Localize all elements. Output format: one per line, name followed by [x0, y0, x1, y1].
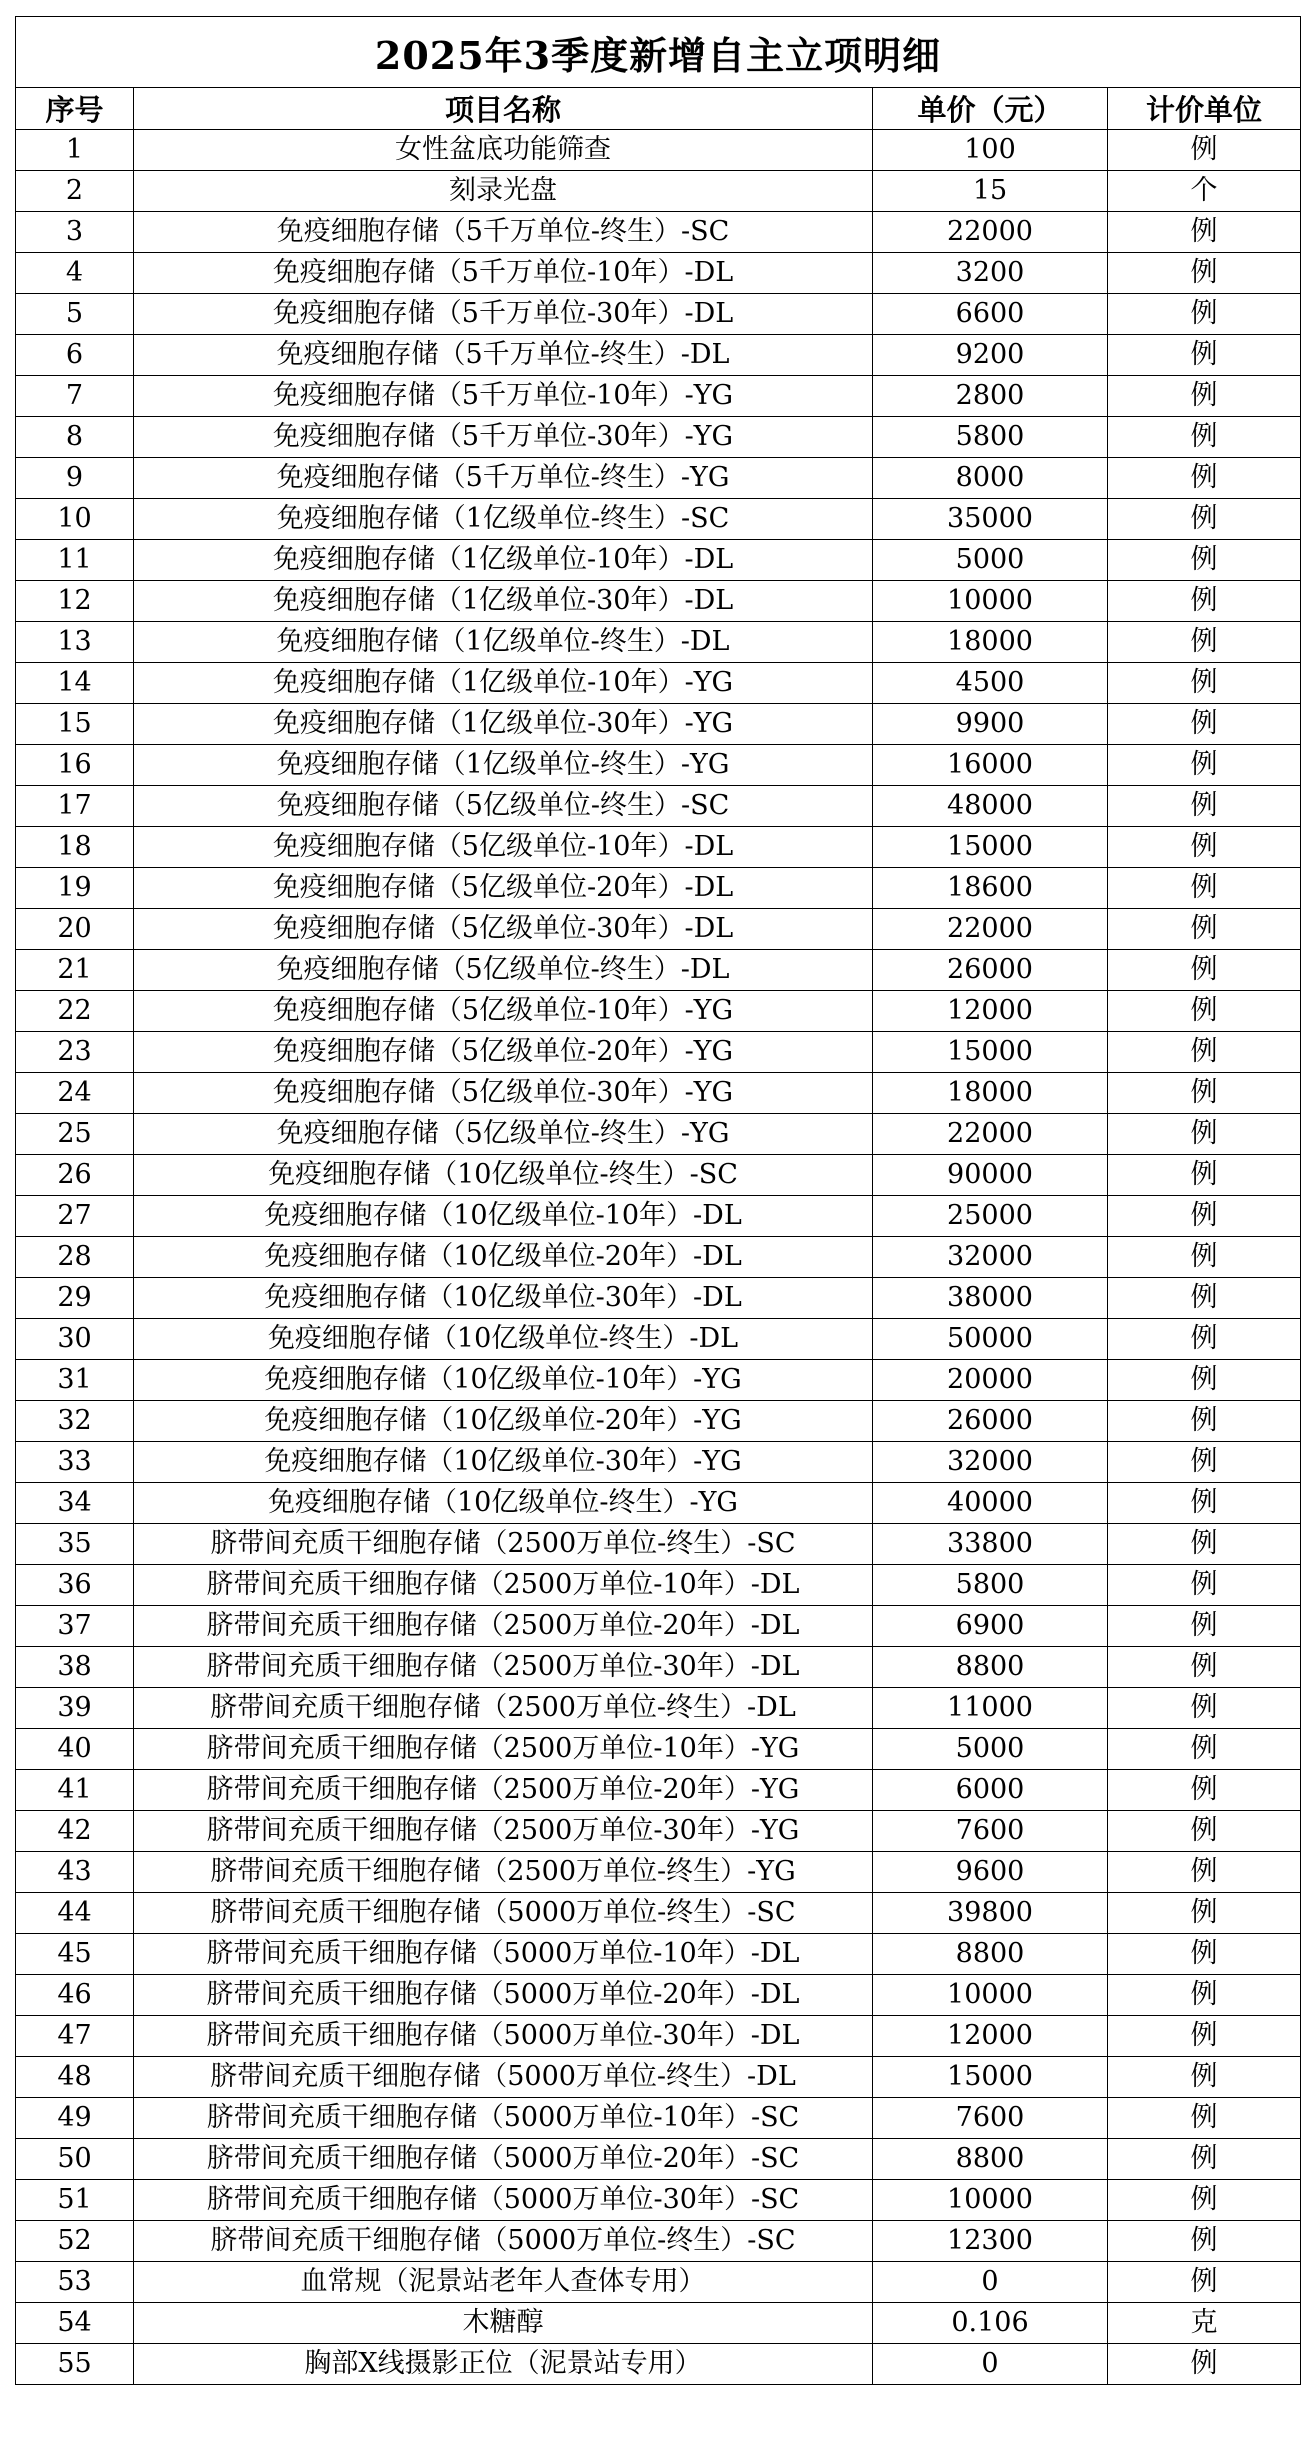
cell-price[interactable]: 7600 [873, 2098, 1108, 2139]
cell-index[interactable]: 31 [16, 1360, 134, 1401]
cell-price[interactable]: 18000 [873, 1073, 1108, 1114]
cell-index[interactable]: 48 [16, 2057, 134, 2098]
cell-unit[interactable]: 例 [1108, 499, 1301, 540]
project-table [15, 16, 1301, 2385]
cell-index[interactable]: 34 [16, 1483, 134, 1524]
cell-price[interactable]: 10000 [873, 2180, 1108, 2221]
cell-price[interactable]: 10000 [873, 1975, 1108, 2016]
cell-index[interactable]: 18 [16, 827, 134, 868]
cell-project-name[interactable]: 免疫细胞存储（5亿级单位-10年）-YG [134, 991, 873, 1032]
table-row [16, 1770, 1301, 1811]
cell-index[interactable]: 23 [16, 1032, 134, 1073]
cell-price[interactable]: 2800 [873, 376, 1108, 417]
cell-index[interactable]: 19 [16, 868, 134, 909]
cell-project-name[interactable]: 免疫细胞存储（10亿级单位-终生）-DL [134, 1319, 873, 1360]
cell-project-name[interactable]: 免疫细胞存储（5千万单位-终生）-DL [134, 335, 873, 376]
cell-price[interactable]: 39800 [873, 1893, 1108, 1934]
cell-price[interactable]: 5000 [873, 1729, 1108, 1770]
table-row [16, 212, 1301, 253]
cell-unit[interactable]: 个 [1108, 171, 1301, 212]
cell-index[interactable]: 45 [16, 1934, 134, 1975]
cell-price[interactable]: 5800 [873, 1565, 1108, 1606]
table-row [16, 1196, 1301, 1237]
table-row [16, 1688, 1301, 1729]
cell-project-name[interactable]: 免疫细胞存储（5亿级单位-终生）-YG [134, 1114, 873, 1155]
cell-price[interactable]: 26000 [873, 950, 1108, 991]
cell-price[interactable]: 15 [873, 171, 1108, 212]
cell-index[interactable]: 35 [16, 1524, 134, 1565]
cell-unit[interactable]: 例 [1108, 1442, 1301, 1483]
cell-price[interactable]: 18600 [873, 868, 1108, 909]
cell-project-name[interactable]: 脐带间充质干细胞存储（5000万单位-终生）-SC [134, 1893, 873, 1934]
table-row [16, 171, 1301, 212]
cell-index[interactable]: 54 [16, 2303, 134, 2344]
table-row [16, 622, 1301, 663]
cell-index[interactable]: 1 [16, 130, 134, 171]
cell-unit[interactable]: 例 [1108, 1975, 1301, 2016]
cell-index[interactable]: 22 [16, 991, 134, 1032]
cell-project-name[interactable]: 免疫细胞存储（5千万单位-10年）-YG [134, 376, 873, 417]
title-row [16, 17, 1301, 88]
table-row [16, 991, 1301, 1032]
cell-index[interactable]: 28 [16, 1237, 134, 1278]
cell-price[interactable]: 6900 [873, 1606, 1108, 1647]
cell-index[interactable]: 43 [16, 1852, 134, 1893]
cell-price[interactable]: 15000 [873, 2057, 1108, 2098]
cell-index[interactable]: 33 [16, 1442, 134, 1483]
cell-project-name[interactable]: 刻录光盘 [134, 171, 873, 212]
cell-unit[interactable]: 例 [1108, 868, 1301, 909]
table-row [16, 827, 1301, 868]
header-name[interactable]: 项目名称 [134, 88, 873, 130]
cell-project-name[interactable]: 免疫细胞存储（5千万单位-30年）-YG [134, 417, 873, 458]
cell-index[interactable]: 5 [16, 294, 134, 335]
cell-price[interactable]: 12000 [873, 991, 1108, 1032]
cell-unit[interactable]: 例 [1108, 2057, 1301, 2098]
header-price[interactable]: 单价（元） [873, 88, 1108, 130]
cell-project-name[interactable]: 免疫细胞存储（5千万单位-30年）-DL [134, 294, 873, 335]
cell-project-name[interactable]: 女性盆底功能筛查 [134, 130, 873, 171]
cell-price[interactable]: 9200 [873, 335, 1108, 376]
table-row [16, 294, 1301, 335]
cell-project-name[interactable]: 脐带间充质干细胞存储（5000万单位-30年）-DL [134, 2016, 873, 2057]
cell-price[interactable]: 7600 [873, 1811, 1108, 1852]
cell-project-name[interactable]: 免疫细胞存储（10亿级单位-30年）-DL [134, 1278, 873, 1319]
cell-unit[interactable]: 例 [1108, 294, 1301, 335]
cell-project-name[interactable]: 脐带间充质干细胞存储（2500万单位-终生）-SC [134, 1524, 873, 1565]
cell-price[interactable]: 8000 [873, 458, 1108, 499]
cell-unit[interactable]: 例 [1108, 1483, 1301, 1524]
cell-project-name[interactable]: 脐带间充质干细胞存储（2500万单位-终生）-DL [134, 1688, 873, 1729]
cell-unit[interactable]: 例 [1108, 1934, 1301, 1975]
table-row [16, 376, 1301, 417]
table-row [16, 458, 1301, 499]
table-row [16, 2139, 1301, 2180]
cell-unit[interactable]: 例 [1108, 2139, 1301, 2180]
cell-price[interactable]: 0 [873, 2344, 1108, 2385]
cell-price[interactable]: 0.106 [873, 2303, 1108, 2344]
cell-project-name[interactable]: 免疫细胞存储（10亿级单位-20年）-DL [134, 1237, 873, 1278]
cell-price[interactable]: 4500 [873, 663, 1108, 704]
cell-unit[interactable]: 例 [1108, 581, 1301, 622]
cell-index[interactable]: 55 [16, 2344, 134, 2385]
cell-project-name[interactable]: 免疫细胞存储（10亿级单位-终生）-YG [134, 1483, 873, 1524]
cell-index[interactable]: 53 [16, 2262, 134, 2303]
cell-project-name[interactable]: 免疫细胞存储（1亿级单位-终生）-YG [134, 745, 873, 786]
table-row [16, 2344, 1301, 2385]
cell-price[interactable]: 5800 [873, 417, 1108, 458]
table-row [16, 1524, 1301, 1565]
header-index[interactable]: 序号 [16, 88, 134, 130]
cell-project-name[interactable]: 免疫细胞存储（5亿级单位-30年）-DL [134, 909, 873, 950]
table-row [16, 909, 1301, 950]
table-row [16, 1934, 1301, 1975]
table-row [16, 1565, 1301, 1606]
cell-project-name[interactable]: 脐带间充质干细胞存储（2500万单位-20年）-DL [134, 1606, 873, 1647]
cell-index[interactable]: 21 [16, 950, 134, 991]
cell-project-name[interactable]: 免疫细胞存储（1亿级单位-10年）-YG [134, 663, 873, 704]
cell-unit[interactable]: 例 [1108, 253, 1301, 294]
cell-project-name[interactable]: 免疫细胞存储（10亿级单位-20年）-YG [134, 1401, 873, 1442]
cell-index[interactable]: 51 [16, 2180, 134, 2221]
cell-price[interactable]: 22000 [873, 909, 1108, 950]
cell-price[interactable]: 8800 [873, 1934, 1108, 1975]
cell-price[interactable]: 22000 [873, 1114, 1108, 1155]
cell-unit[interactable]: 例 [1108, 663, 1301, 704]
cell-index[interactable]: 24 [16, 1073, 134, 1114]
cell-index[interactable]: 6 [16, 335, 134, 376]
cell-project-name[interactable]: 免疫细胞存储（1亿级单位-30年）-DL [134, 581, 873, 622]
cell-unit[interactable]: 例 [1108, 1647, 1301, 1688]
cell-index[interactable]: 20 [16, 909, 134, 950]
cell-index[interactable]: 14 [16, 663, 134, 704]
cell-unit[interactable]: 例 [1108, 991, 1301, 1032]
table-row [16, 950, 1301, 991]
cell-index[interactable]: 52 [16, 2221, 134, 2262]
cell-index[interactable]: 30 [16, 1319, 134, 1360]
cell-price[interactable]: 11000 [873, 1688, 1108, 1729]
cell-unit[interactable]: 例 [1108, 950, 1301, 991]
cell-unit[interactable]: 例 [1108, 1032, 1301, 1073]
header-row [16, 88, 1301, 130]
cell-project-name[interactable]: 脐带间充质干细胞存储（2500万单位-30年）-DL [134, 1647, 873, 1688]
cell-index[interactable]: 40 [16, 1729, 134, 1770]
cell-index[interactable]: 49 [16, 2098, 134, 2139]
spreadsheet-sheet [15, 16, 1300, 2385]
cell-price[interactable]: 32000 [873, 1442, 1108, 1483]
cell-project-name[interactable]: 脐带间充质干细胞存储（2500万单位-终生）-YG [134, 1852, 873, 1893]
cell-unit[interactable]: 例 [1108, 1565, 1301, 1606]
table-row [16, 1852, 1301, 1893]
table-row [16, 2262, 1301, 2303]
table-row [16, 1811, 1301, 1852]
cell-unit[interactable]: 例 [1108, 2180, 1301, 2221]
cell-project-name[interactable]: 免疫细胞存储（5千万单位-终生）-YG [134, 458, 873, 499]
table-row [16, 2016, 1301, 2057]
cell-index[interactable]: 7 [16, 376, 134, 417]
cell-project-name[interactable]: 免疫细胞存储（5亿级单位-20年）-DL [134, 868, 873, 909]
cell-project-name[interactable]: 脐带间充质干细胞存储（5000万单位-20年）-SC [134, 2139, 873, 2180]
cell-unit[interactable]: 例 [1108, 1114, 1301, 1155]
cell-unit[interactable]: 例 [1108, 458, 1301, 499]
cell-project-name[interactable]: 脐带间充质干细胞存储（5000万单位-10年）-DL [134, 1934, 873, 1975]
cell-unit[interactable]: 例 [1108, 2262, 1301, 2303]
cell-unit[interactable]: 例 [1108, 130, 1301, 171]
cell-project-name[interactable]: 免疫细胞存储（5亿级单位-30年）-YG [134, 1073, 873, 1114]
cell-project-name[interactable]: 木糖醇 [134, 2303, 873, 2344]
cell-unit[interactable]: 例 [1108, 704, 1301, 745]
cell-price[interactable]: 8800 [873, 1647, 1108, 1688]
cell-unit[interactable]: 例 [1108, 212, 1301, 253]
cell-index[interactable]: 25 [16, 1114, 134, 1155]
cell-index[interactable]: 15 [16, 704, 134, 745]
cell-index[interactable]: 3 [16, 212, 134, 253]
cell-index[interactable]: 29 [16, 1278, 134, 1319]
cell-index[interactable]: 12 [16, 581, 134, 622]
cell-unit[interactable]: 例 [1108, 786, 1301, 827]
table-row [16, 1032, 1301, 1073]
table-row [16, 786, 1301, 827]
table-row [16, 1401, 1301, 1442]
cell-index[interactable]: 37 [16, 1606, 134, 1647]
table-row [16, 540, 1301, 581]
cell-price[interactable]: 12000 [873, 2016, 1108, 2057]
cell-price[interactable]: 35000 [873, 499, 1108, 540]
cell-price[interactable]: 48000 [873, 786, 1108, 827]
cell-unit[interactable]: 例 [1108, 1155, 1301, 1196]
cell-unit[interactable]: 例 [1108, 622, 1301, 663]
cell-unit[interactable]: 例 [1108, 1811, 1301, 1852]
table-row [16, 2221, 1301, 2262]
cell-project-name[interactable]: 免疫细胞存储（5亿级单位-终生）-DL [134, 950, 873, 991]
table-row [16, 1483, 1301, 1524]
table-row [16, 2098, 1301, 2139]
table-row [16, 1606, 1301, 1647]
table-row [16, 1155, 1301, 1196]
cell-project-name[interactable]: 脐带间充质干细胞存储（2500万单位-10年）-DL [134, 1565, 873, 1606]
cell-project-name[interactable]: 免疫细胞存储（5亿级单位-10年）-DL [134, 827, 873, 868]
cell-unit[interactable]: 例 [1108, 540, 1301, 581]
cell-unit[interactable]: 例 [1108, 2016, 1301, 2057]
table-row [16, 581, 1301, 622]
cell-price[interactable]: 33800 [873, 1524, 1108, 1565]
cell-price[interactable]: 12300 [873, 2221, 1108, 2262]
cell-unit[interactable]: 例 [1108, 1729, 1301, 1770]
cell-price[interactable]: 26000 [873, 1401, 1108, 1442]
cell-project-name[interactable]: 免疫细胞存储（5千万单位-终生）-SC [134, 212, 873, 253]
table-row [16, 1360, 1301, 1401]
cell-project-name[interactable]: 脐带间充质干细胞存储（5000万单位-10年）-SC [134, 2098, 873, 2139]
cell-project-name[interactable]: 免疫细胞存储（5亿级单位-终生）-SC [134, 786, 873, 827]
cell-project-name[interactable]: 免疫细胞存储（10亿级单位-10年）-DL [134, 1196, 873, 1237]
table-row [16, 868, 1301, 909]
table-row [16, 2057, 1301, 2098]
cell-index[interactable]: 39 [16, 1688, 134, 1729]
cell-unit[interactable]: 例 [1108, 1524, 1301, 1565]
table-row [16, 2303, 1301, 2344]
cell-unit[interactable]: 例 [1108, 1319, 1301, 1360]
cell-project-name[interactable]: 脐带间充质干细胞存储（5000万单位-20年）-DL [134, 1975, 873, 2016]
cell-unit[interactable]: 例 [1108, 745, 1301, 786]
cell-project-name[interactable]: 免疫细胞存储（5亿级单位-20年）-YG [134, 1032, 873, 1073]
cell-index[interactable]: 46 [16, 1975, 134, 2016]
cell-index[interactable]: 47 [16, 2016, 134, 2057]
cell-unit[interactable]: 例 [1108, 417, 1301, 458]
cell-price[interactable]: 20000 [873, 1360, 1108, 1401]
cell-unit[interactable]: 例 [1108, 1852, 1301, 1893]
cell-price[interactable]: 3200 [873, 253, 1108, 294]
cell-project-name[interactable]: 免疫细胞存储（10亿级单位-10年）-YG [134, 1360, 873, 1401]
header-unit[interactable]: 计价单位 [1108, 88, 1301, 130]
cell-price[interactable]: 90000 [873, 1155, 1108, 1196]
cell-unit[interactable]: 例 [1108, 1196, 1301, 1237]
cell-price[interactable]: 22000 [873, 212, 1108, 253]
cell-price[interactable]: 25000 [873, 1196, 1108, 1237]
cell-project-name[interactable]: 免疫细胞存储（1亿级单位-10年）-DL [134, 540, 873, 581]
cell-price[interactable]: 9600 [873, 1852, 1108, 1893]
cell-index[interactable]: 2 [16, 171, 134, 212]
table-row [16, 1893, 1301, 1934]
table-row [16, 1647, 1301, 1688]
cell-project-name[interactable]: 免疫细胞存储（5千万单位-10年）-DL [134, 253, 873, 294]
cell-project-name[interactable]: 脐带间充质干细胞存储（5000万单位-终生）-DL [134, 2057, 873, 2098]
cell-unit[interactable]: 例 [1108, 335, 1301, 376]
cell-project-name[interactable]: 免疫细胞存储（10亿级单位-终生）-SC [134, 1155, 873, 1196]
cell-price[interactable]: 32000 [873, 1237, 1108, 1278]
cell-index[interactable]: 8 [16, 417, 134, 458]
cell-unit[interactable]: 例 [1108, 1360, 1301, 1401]
cell-price[interactable]: 9900 [873, 704, 1108, 745]
cell-project-name[interactable]: 免疫细胞存储（1亿级单位-30年）-YG [134, 704, 873, 745]
cell-unit[interactable]: 例 [1108, 1770, 1301, 1811]
cell-index[interactable]: 10 [16, 499, 134, 540]
table-row [16, 663, 1301, 704]
table-row [16, 704, 1301, 745]
table-row [16, 253, 1301, 294]
table-row [16, 1278, 1301, 1319]
cell-unit[interactable]: 例 [1108, 1278, 1301, 1319]
table-row [16, 1073, 1301, 1114]
cell-unit[interactable]: 例 [1108, 1237, 1301, 1278]
cell-index[interactable]: 13 [16, 622, 134, 663]
cell-price[interactable]: 18000 [873, 622, 1108, 663]
cell-price[interactable]: 38000 [873, 1278, 1108, 1319]
table-row [16, 130, 1301, 171]
cell-index[interactable]: 11 [16, 540, 134, 581]
cell-project-name[interactable]: 脐带间充质干细胞存储（5000万单位-30年）-SC [134, 2180, 873, 2221]
cell-index[interactable]: 38 [16, 1647, 134, 1688]
table-row [16, 1442, 1301, 1483]
cell-unit[interactable]: 例 [1108, 376, 1301, 417]
cell-project-name[interactable]: 免疫细胞存储（1亿级单位-终生）-SC [134, 499, 873, 540]
cell-price[interactable]: 5000 [873, 540, 1108, 581]
cell-price[interactable]: 16000 [873, 745, 1108, 786]
cell-index[interactable]: 9 [16, 458, 134, 499]
cell-index[interactable]: 4 [16, 253, 134, 294]
cell-unit[interactable]: 例 [1108, 909, 1301, 950]
table-title[interactable]: 2025年3季度新增自主立项明细 [16, 17, 1301, 88]
cell-unit[interactable]: 克 [1108, 2303, 1301, 2344]
cell-unit[interactable]: 例 [1108, 1401, 1301, 1442]
table-row [16, 1237, 1301, 1278]
cell-project-name[interactable]: 免疫细胞存储（1亿级单位-终生）-DL [134, 622, 873, 663]
table-row [16, 1975, 1301, 2016]
cell-price[interactable]: 6600 [873, 294, 1108, 335]
cell-price[interactable]: 100 [873, 130, 1108, 171]
table-row [16, 745, 1301, 786]
cell-index[interactable]: 16 [16, 745, 134, 786]
cell-project-name[interactable]: 脐带间充质干细胞存储（5000万单位-终生）-SC [134, 2221, 873, 2262]
cell-project-name[interactable]: 脐带间充质干细胞存储（2500万单位-20年）-YG [134, 1770, 873, 1811]
table-row [16, 335, 1301, 376]
cell-unit[interactable]: 例 [1108, 827, 1301, 868]
cell-price[interactable]: 0 [873, 2262, 1108, 2303]
table-row [16, 1729, 1301, 1770]
cell-project-name[interactable]: 血常规（泥景站老年人查体专用） [134, 2262, 873, 2303]
cell-unit[interactable]: 例 [1108, 2098, 1301, 2139]
cell-unit[interactable]: 例 [1108, 1073, 1301, 1114]
cell-index[interactable]: 44 [16, 1893, 134, 1934]
cell-index[interactable]: 41 [16, 1770, 134, 1811]
cell-index[interactable]: 32 [16, 1401, 134, 1442]
cell-index[interactable]: 26 [16, 1155, 134, 1196]
cell-project-name[interactable]: 胸部X线摄影正位（泥景站专用） [134, 2344, 873, 2385]
cell-unit[interactable]: 例 [1108, 2344, 1301, 2385]
cell-project-name[interactable]: 脐带间充质干细胞存储（2500万单位-10年）-YG [134, 1729, 873, 1770]
cell-price[interactable]: 40000 [873, 1483, 1108, 1524]
cell-index[interactable]: 42 [16, 1811, 134, 1852]
cell-index[interactable]: 27 [16, 1196, 134, 1237]
cell-unit[interactable]: 例 [1108, 1688, 1301, 1729]
table-row [16, 499, 1301, 540]
table-row [16, 1114, 1301, 1155]
table-row [16, 417, 1301, 458]
cell-index[interactable]: 50 [16, 2139, 134, 2180]
cell-unit[interactable]: 例 [1108, 2221, 1301, 2262]
cell-price[interactable]: 6000 [873, 1770, 1108, 1811]
cell-unit[interactable]: 例 [1108, 1606, 1301, 1647]
cell-project-name[interactable]: 脐带间充质干细胞存储（2500万单位-30年）-YG [134, 1811, 873, 1852]
table-row [16, 1319, 1301, 1360]
cell-price[interactable]: 50000 [873, 1319, 1108, 1360]
table-row [16, 2180, 1301, 2221]
cell-project-name[interactable]: 免疫细胞存储（10亿级单位-30年）-YG [134, 1442, 873, 1483]
cell-index[interactable]: 36 [16, 1565, 134, 1606]
cell-price[interactable]: 8800 [873, 2139, 1108, 2180]
cell-price[interactable]: 15000 [873, 827, 1108, 868]
cell-unit[interactable]: 例 [1108, 1893, 1301, 1934]
cell-index[interactable]: 17 [16, 786, 134, 827]
cell-price[interactable]: 15000 [873, 1032, 1108, 1073]
cell-price[interactable]: 10000 [873, 581, 1108, 622]
